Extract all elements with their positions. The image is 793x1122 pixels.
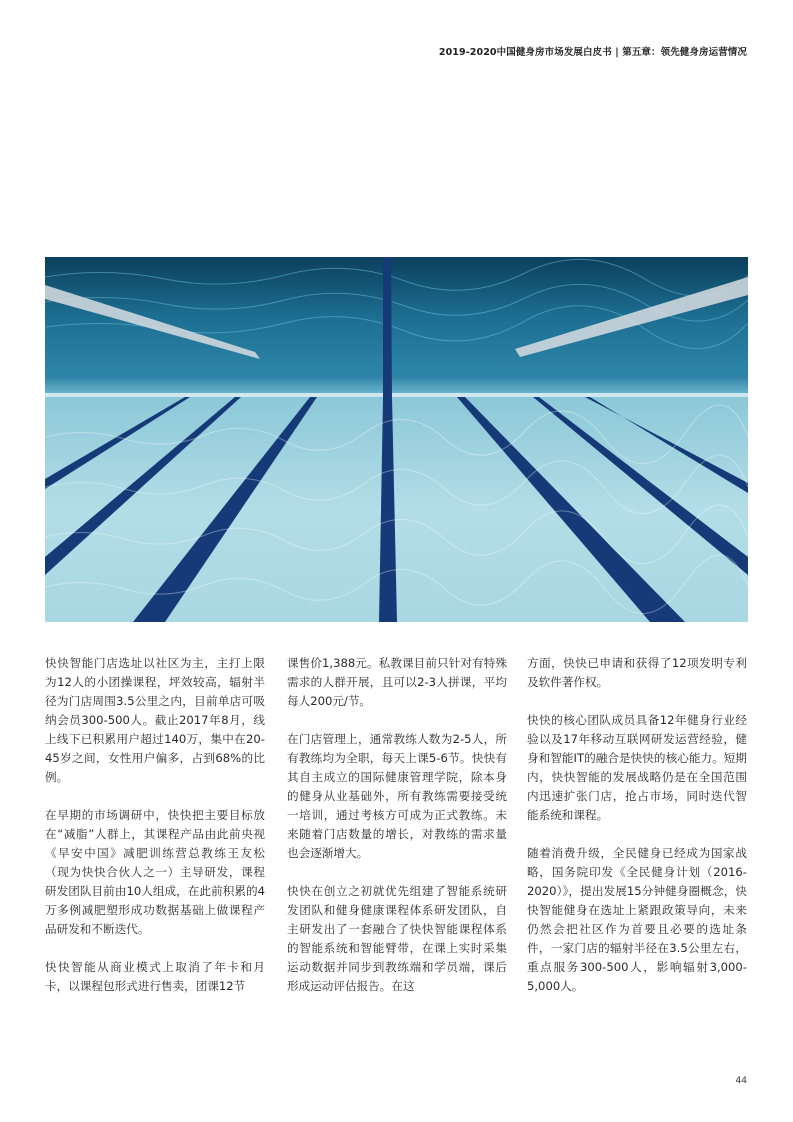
paragraph: 在门店管理上，通常教练人数为2-5人，所有教练均为全职，每天上课5-6节。快快有其自主成立的国际健康管理学院，除本身的健身从业基础外，所有教练需要接受统一培训，通过考核方可成为正式教练。未来随着门店数量的增长，对教练的需求量也会逐渐增大。 (287, 732, 507, 860)
paragraph: 方面，快快已申请和获得了12项发明专利及软件著作权。 (527, 656, 747, 689)
pool-photo (45, 257, 748, 622)
page-number: 44 (735, 1076, 747, 1086)
paragraph: 快快在创立之初就优先组建了智能系统研发团队和健身健康课程体系研发团队，自主研发出了一套融合了快快智能课程体系的智能系统和智能臂带，在课上实时采集运动数据并同步到教练端和学员端，课后形成运动评估报告。在这 (287, 884, 507, 993)
paragraph: 快快的核心团队成员具备12年健身行业经验以及17年移动互联网研发运营经验，健身和智能IT的融合是快快的核心能力。短期内，快快智能的发展战略仍是在全国范围内迅速扩张门店，抢占市场，同时迭代智能系统和课程。 (527, 713, 747, 822)
text-column-1 (45, 654, 265, 1015)
paragraph: 快快智能从商业模式上取消了年卡和月卡，以课程包形式进行售卖，团课12节 (45, 960, 265, 993)
paragraph: 在早期的市场调研中，快快把主要目标放在“减脂”人群上，其课程产品由此前央视《早安中国》减肥训练营总教练王友松（现为快快合伙人之一）主导研发，课程研发团队目前由10人组成，在此前积累的4万多例减肥塑形成功数据基础上做课程产品研发和不断迭代。 (45, 808, 265, 936)
paragraph: 随着消费升级，全民健身已经成为国家战略，国务院印发《全民健身计划（2016-2020）》，提出发展15分钟健身圈概念，快快智能健身在选址上紧跟政策导向，未来仍然会把社区作为首要且必要的选址条件，一家门店的辐射半径在3.5公里左右，重点服务300-500人，影响辐射3,000-5,000人。 (527, 846, 747, 993)
text-column-2 (287, 654, 507, 1015)
paragraph: 课售价1,388元。私教课目前只针对有特殊需求的人群开展，且可以2-3人拼课，平均每人200元/节。 (287, 656, 507, 708)
paragraph: 快快智能门店选址以社区为主，主打上限为12人的小团操课程，坪效较高，辐射半径为门店周围3.5公里之内，目前单店可吸纳会员300-500人。截止2017年8月，线上线下已积累用户超过140万，集中在20-45岁之间，女性用户偏多，占到68%的比例。 (45, 656, 265, 784)
text-column-3 (527, 654, 747, 1015)
running-header: 2019-2020中国健身房市场发展白皮书 | 第五章：领先健身房运营情况 (438, 47, 747, 58)
